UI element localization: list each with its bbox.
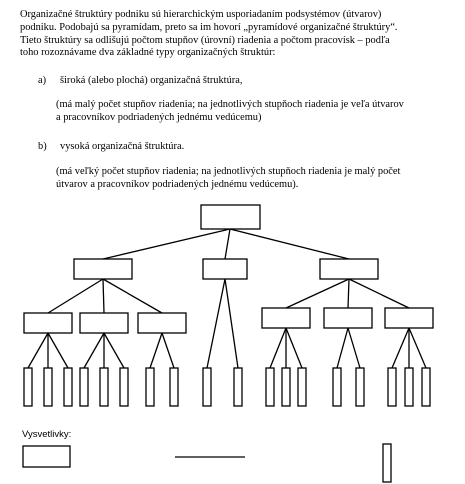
worker-bar bbox=[266, 368, 274, 406]
legend-symbols bbox=[23, 444, 391, 482]
intro-line: Tieto štruktúry sa odlišujú počtom stupňov (úrovní) riadenia a počtom pracovísk – podľa bbox=[20, 34, 390, 46]
worker-bar bbox=[234, 368, 242, 406]
org-box-level3 bbox=[138, 313, 186, 333]
org-box-level3 bbox=[24, 313, 72, 333]
org-box-level3 bbox=[80, 313, 128, 333]
connectors-top bbox=[103, 229, 349, 259]
legend-title: Vysvetlivky: bbox=[22, 429, 72, 440]
intro-line: podniku. Podobajú sa pyramídam, preto sa im hovorí „pyramídové organizačné štruktúry“. bbox=[20, 21, 398, 33]
worker-bar bbox=[44, 368, 52, 406]
worker-bar bbox=[298, 368, 306, 406]
org-box-top bbox=[201, 205, 260, 229]
org-box-level2 bbox=[203, 259, 247, 279]
worker-bar bbox=[333, 368, 341, 406]
connectors-bottom bbox=[28, 328, 426, 368]
desc-line: útvarov a pracovníkov podriadených jednému vedúcemu). bbox=[56, 178, 299, 190]
org-box-level2 bbox=[74, 259, 132, 279]
desc-line: (má veľký počet stupňov riadenia; na jednotlivých stupňoch riadenia je malý počet bbox=[56, 166, 401, 177]
worker-bar bbox=[388, 368, 396, 406]
list-item-title-a: široká (alebo plochá) organizačná štruktúra, bbox=[60, 75, 243, 86]
legend-box-symbol bbox=[23, 446, 70, 467]
org-box-level3 bbox=[262, 308, 310, 328]
worker-bar bbox=[120, 368, 128, 406]
worker-bar bbox=[422, 368, 430, 406]
list-item-title-b: vysoká organizačná štruktúra. bbox=[60, 141, 185, 152]
worker-bar bbox=[80, 368, 88, 406]
intro-line: toho rozoznávame dva základné typy organizačných štruktúr: bbox=[20, 47, 276, 59]
intro-line: Organizačné štruktúry podniku sú hierarchickým usporiadaním podsystémov (útvarov) bbox=[20, 9, 382, 20]
desc-line: a pracovníkov podriadených jednému vedúcemu) bbox=[56, 111, 262, 123]
worker-bar bbox=[356, 368, 364, 406]
worker-bar bbox=[405, 368, 413, 406]
worker-bars bbox=[24, 368, 430, 406]
org-box-level3 bbox=[385, 308, 433, 328]
worker-bar bbox=[146, 368, 154, 406]
org-box-level3 bbox=[324, 308, 372, 328]
worker-bar bbox=[282, 368, 290, 406]
legend-bar-symbol bbox=[383, 444, 391, 482]
worker-bar bbox=[170, 368, 178, 406]
list-marker-b: b) bbox=[38, 141, 47, 152]
worker-bar bbox=[64, 368, 72, 406]
org-box-level2 bbox=[320, 259, 378, 279]
list-marker-a: a) bbox=[38, 75, 47, 86]
worker-bar bbox=[100, 368, 108, 406]
worker-bar bbox=[24, 368, 32, 406]
desc-line: (má malý počet stupňov riadenia; na jednotlivých stupňoch riadenia je veľa útvarov bbox=[56, 99, 404, 110]
worker-bar bbox=[203, 368, 211, 406]
